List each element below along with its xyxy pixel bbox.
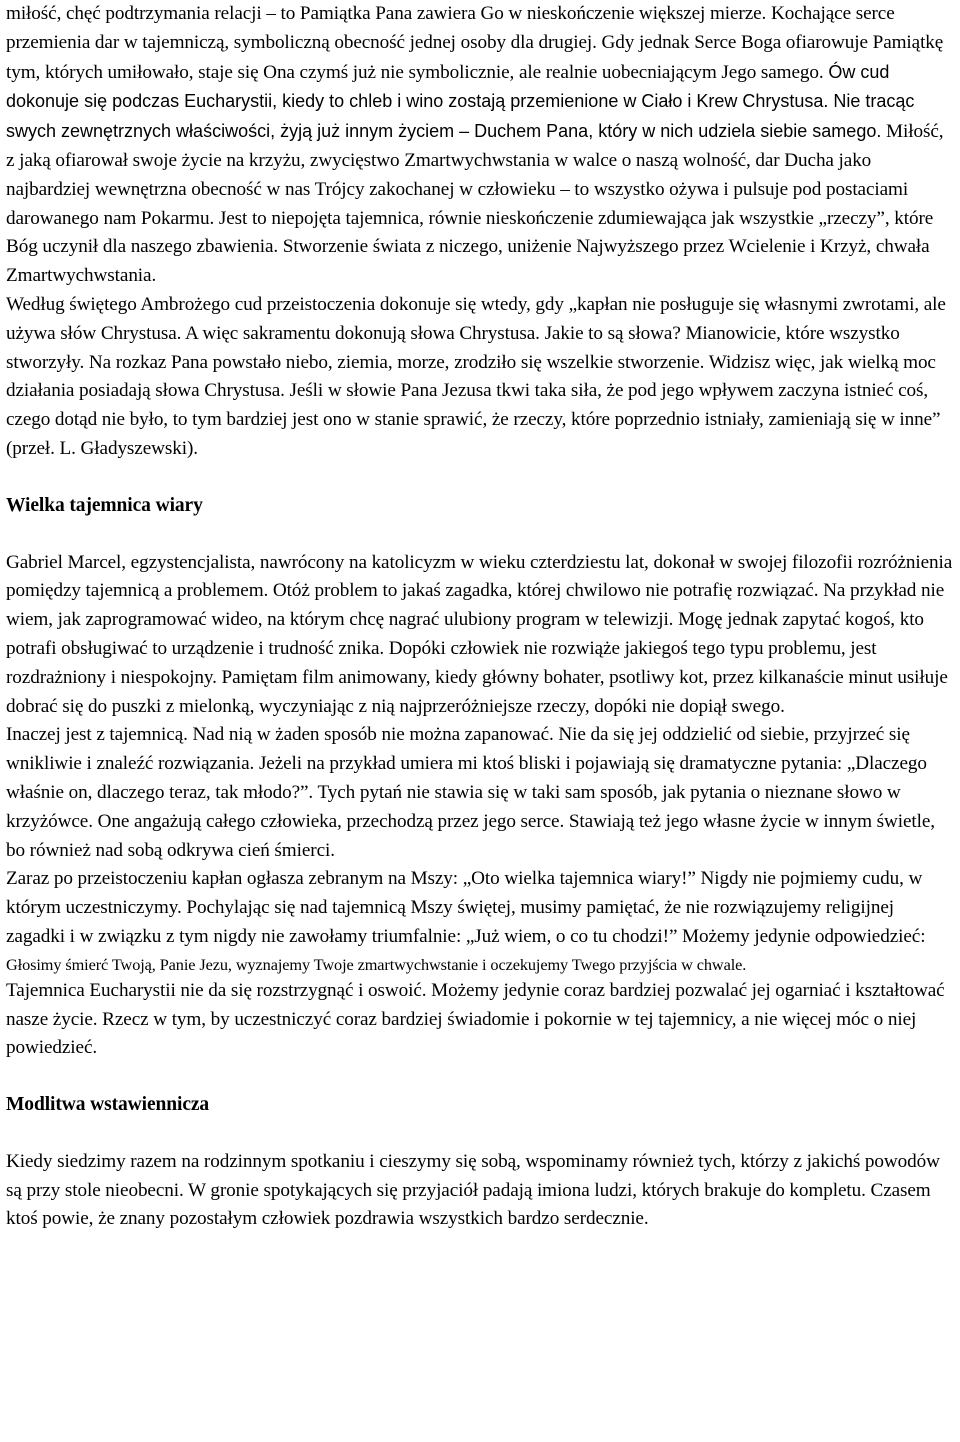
paragraph-ambrozy: Według świętego Ambrożego cud przeistoczenia dokonuje się wtedy, gdy „kapłan nie posługuje się własnymi zwrotami, ale używa słów Chrystusa. A więc sakramentu dokonują słowa Chrystusa. Jakie to są słowa? Mianowicie, które wszystko stworzyły. Na rozkaz Pana powstało niebo, ziemia, morze, zrodziło się wszelkie stworzenie. Widzisz więc, jak wielką moc działania posiadają słowa Chrystusa. Jeśli w słowie Pana Jezusa tkwi taka siła, że pod jego wpływem zaczyna istnieć coś, czego dotąd nie było, to tym bardziej jest ono w stanie sprawić, że rzeczy, które poprzednio istniały, zamieniają się w inne” (przeł. L. Gładyszewski).: [6, 293, 946, 459]
spacer: [6, 1120, 956, 1148]
paragraph-spotkanie: Kiedy siedzimy razem na rodzinnym spotkaniu i cieszymy się sobą, wspominamy również tych, którzy z jakichś powodów są przy stole nieobecni. W gronie spotykających się przyjaciół padają imiona ludzi, których brakuje do kompletu. Czasem ktoś powie, że znany pozostałym człowiek pozdrawia wszystkich bardzo serdecznie.: [6, 1150, 940, 1230]
section-heading-modlitwa: Modlitwa wstawiennicza: [6, 1094, 210, 1116]
paragraph-pamiatka-serif-part: miłość, chęć podtrzymania relacji – to Pamiątka Pana zawiera Go w nieskończenie większej mierze. Kochające serce przemienia dar w tajemniczą, symboliczną obecność jednej osoby dla drugiej. Gdy jednak Serce Boga ofiarowuje Pamiątkę tym, których umiłowało, staje się Ona czymś już nie symbolicznie, ale realnie uobecniającym Jego samego.: [6, 3, 944, 83]
paragraph-pamiatka-serif-end: Miłość, z jaką ofiarował swoje życie na krzyżu, zwycięstwo Zmartwychwstania w walce o naszą wolność, dar Ducha jako najbardziej wewnętrzna obecność w nas Trójcy zakochanej w człowieku – to wszystko ożywa i pulsuje pod postaciami darowanego nam Pokarmu. Jest to niepojęta tajemnica, równie nieskończenie zdumiewająca jak wszystkie „rzeczy”, które Bóg uczynił dla naszego zbawienia. Stworzenie świata z niczego, uniżenie Najwyższego przez Wcielenie i Krzyż, chwała Zmartwychwstania.: [6, 121, 944, 287]
paragraph-przeistoczenie: Zaraz po przeistoczeniu kapłan ogłasza zebranym na Mszy: „Oto wielka tajemnica wiary!” Nigdy nie pojmiemy cudu, w którym uczestniczymy. Pochylając się nad tajemnicą Mszy świętej, musimy pamiętać, że nie rozwiązujemy religijnej zagadki i w związku z tym nigdy nie zawołamy triumfalnie: „Już wiem, o co tu chodzi!” Możemy jedynie odpowiedzieć:: [6, 868, 926, 947]
paragraph-eucharystia: Tajemnica Eucharystii nie da się rozstrzygnąć i oswoić. Możemy jedynie coraz bardziej pozwalać jej ogarniać i kształtować nasze życie. Rzecz w tym, by uczestniczyć coraz bardziej świadomie i pokornie w tej tajemnicy, a nie więcej móc o niej powiedzieć.: [6, 979, 945, 1059]
paragraph-pamiatka-sans-part: Ów cud dokonuje się podczas Eucharystii, kiedy to chleb i wino zostają przemienione w Ciało i Krew Chrystusa. Nie tracąc swych zewnętrznych właściwości, żyją już innym życiem – Duchem Pana, który w nich udziela siebie samego.: [6, 61, 915, 142]
spacer: [6, 464, 956, 492]
acclamation-text: Głosimy śmierć Twoją, Panie Jezu, wyznajemy Twoje zmartwychwstanie i oczekujemy Twego przyjścia w chwale.: [6, 954, 747, 974]
paragraph-tajemnica: Inaczej jest z tajemnicą. Nad nią w żaden sposób nie można zapanować. Nie da się jej oddzielić od siebie, przyjrzeć się wnikliwie i znaleźć rozwiązania. Jeżeli na przykład umiera mi ktoś bliski i pojawiają się dramatyczne pytania: „Dlaczego właśnie on, dlaczego teraz, tak młodo?”. Tych pytań nie stawia się w taki sam sposób, jak pytania o nieznane słowo w krzyżówce. One angażują całego człowieka, przechodzą przez jego serce. Stawiają też jego własne życie w innym świetle, bo również nad sobą odkrywa cień śmierci.: [6, 724, 935, 861]
paragraph-pamiatka: [6, 0, 956, 291]
spacer: [6, 1063, 956, 1091]
spacer: [6, 521, 956, 549]
section-heading-wielka-tajemnica: Wielka tajemnica wiary: [6, 494, 203, 516]
paragraph-marcel: Gabriel Marcel, egzystencjalista, nawrócony na katolicyzm w wieku czterdziestu lat, dokonał w swojej filozofii rozróżnienia pomiędzy tajemnicą a problemem. Otóż problem to jakaś zagadka, której chwilowo nie potrafię rozwiązać. Na przykład nie wiem, jak zaprogramować wideo, na którym chcę nagrać ulubiony program w telewizji. Mogę jednak zapytać kogoś, kto potrafi obsługiwać to urządzenie i trudność znika. Dopóki człowiek nie rozwiąże jakiegoś tego typu problemu, jest rozdrażniony i niespokojny. Pamiętam film animowany, kiedy główny bohater, psotliwy kot, przez kilkanaście minut usiłuje dobrać się do puszki z mielonką, wyczyniając z nią najprzeróżniejsze rzeczy, dopóki nie dopiął swego.: [6, 551, 953, 717]
